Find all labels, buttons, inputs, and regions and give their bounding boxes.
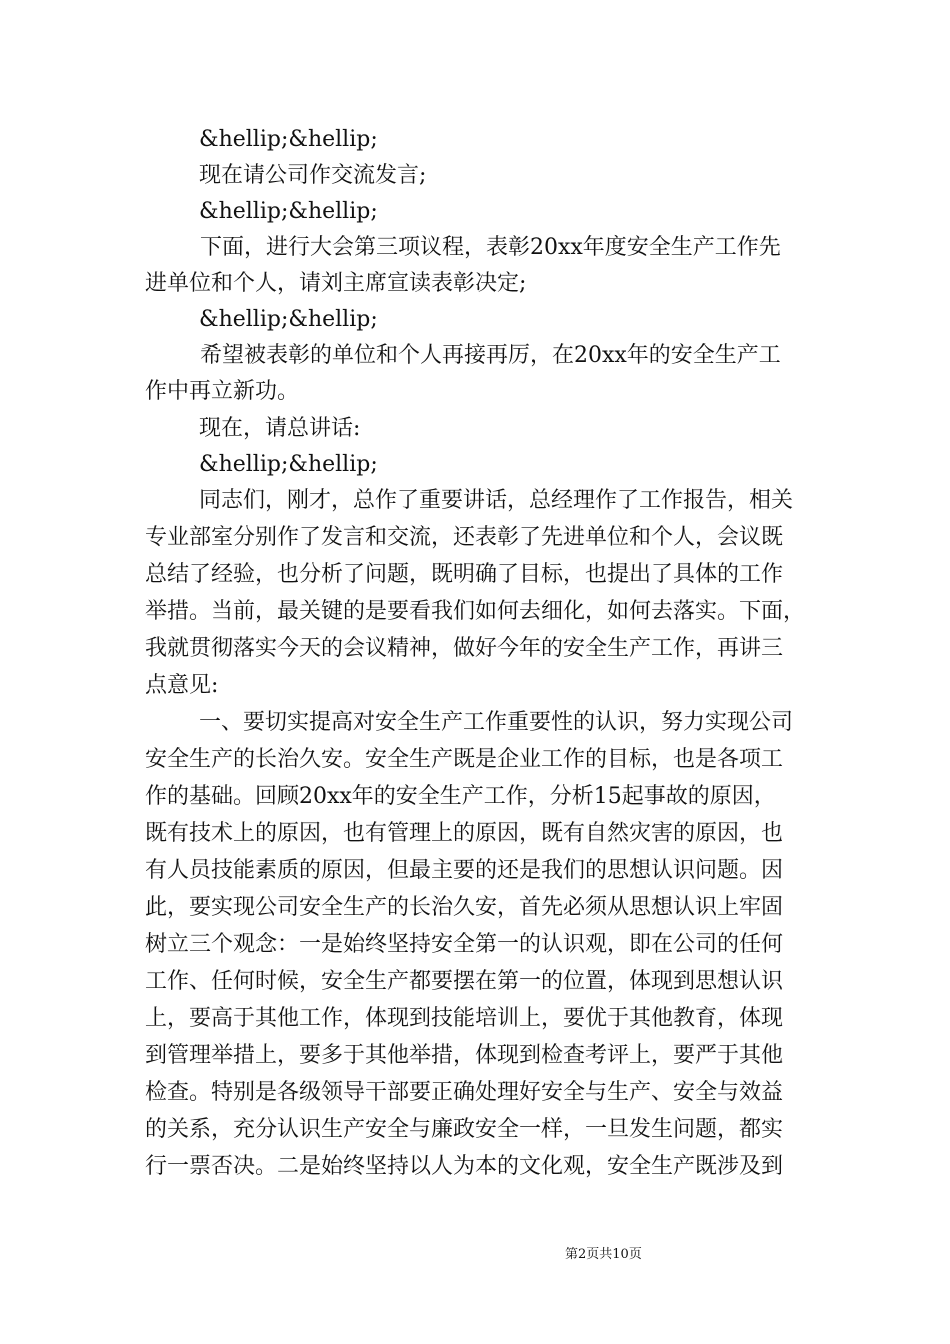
text-line: 检查。特别是各级领导干部要正确处理好安全与生产、安全与效益 — [145, 1080, 784, 1105]
text-line: 既有技术上的原因，也有管理上的原因，既有自然灾害的原因，也 — [145, 821, 784, 846]
text-line: 工作、任何时候，安全生产都要摆在第一的位置，体现到思想认识 — [145, 969, 784, 994]
text-line: 进单位和个人，请刘主席宣读表彰决定; — [145, 271, 527, 296]
text-line: &hellip;&hellip; — [199, 199, 378, 224]
text-line: 举措。当前，最关键的是要看我们如何去细化，如何去落实。下面， — [145, 599, 806, 624]
text-line: 此，要实现公司安全生产的长治久安，首先必须从思想认识上牢固 — [145, 895, 784, 920]
text-line: 同志们，刚才，总作了重要讲话，总经理作了工作报告，相关 — [199, 488, 794, 513]
text-line: 专业部室分别作了发言和交流，还表彰了先进单位和个人，会议既 — [145, 525, 784, 550]
text-line: 作中再立新功。 — [145, 379, 300, 404]
text-line: 我就贯彻落实今天的会议精神，做好今年的安全生产工作，再讲三 — [145, 636, 784, 661]
text-line: 的关系，充分认识生产安全与廉政安全一样，一旦发生问题，都实 — [145, 1117, 784, 1142]
text-line: &hellip;&hellip; — [199, 127, 378, 152]
text-line: 下面，进行大会第三项议程，表彰20xx年度安全生产工作先 — [200, 235, 781, 260]
text-line: 希望被表彰的单位和个人再接再厉，在20xx年的安全生产工 — [200, 343, 781, 368]
page-number-footer: 第2页共10页 — [565, 1247, 642, 1262]
text-line: 作的基础。回顾20xx年的安全生产工作，分析15起事故的原因， — [145, 784, 776, 809]
text-line: 到管理举措上，要多于其他举措，体现到检查考评上，要严于其他 — [145, 1043, 784, 1068]
text-line: 安全生产的长治久安。安全生产既是企业工作的目标，也是各项工 — [145, 747, 784, 772]
text-line: 总结了经验，也分析了问题，既明确了目标，也提出了具体的工作 — [145, 562, 784, 587]
text-line: 现在，请总讲话: — [199, 416, 361, 441]
text-line: 行一票否决。二是始终坚持以人为本的文化观，安全生产既涉及到 — [145, 1154, 784, 1179]
text-line: 上，要高于其他工作，体现到技能培训上，要优于其他教育，体现 — [145, 1006, 784, 1031]
text-line: &hellip;&hellip; — [199, 452, 378, 477]
text-line: 点意见: — [145, 673, 219, 698]
text-line: 现在请公司作交流发言; — [199, 163, 427, 188]
text-line: 树立三个观念：一是始终坚持安全第一的认识观，即在公司的任何 — [145, 932, 784, 957]
text-line: 一、要切实提高对安全生产工作重要性的认识，努力实现公司 — [199, 710, 794, 735]
text-line: &hellip;&hellip; — [199, 307, 378, 332]
text-line: 有人员技能素质的原因，但最主要的还是我们的思想认识问题。因 — [145, 858, 784, 883]
